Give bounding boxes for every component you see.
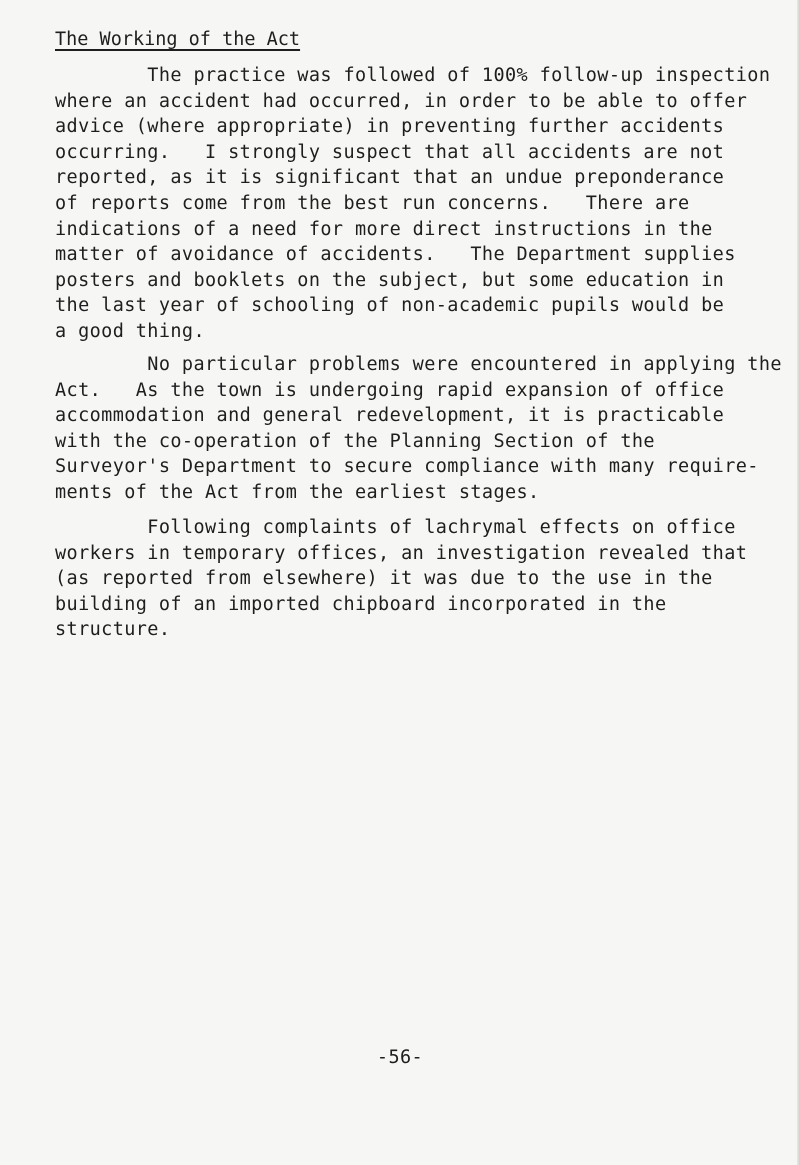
paragraph-applying-the-act: [55, 352, 800, 506]
text-line: Act. As the town is undergoing rapid expansion of office: [55, 379, 725, 401]
text-line: building of an imported chipboard incorporated in the: [55, 593, 667, 615]
section-heading: The Working of the Act: [55, 29, 301, 50]
text-line: (as reported from elsewhere) it was due to the use in the: [55, 568, 713, 590]
text-line: matter of avoidance of accidents. The Department supplies: [55, 244, 736, 266]
text-line: the last year of schooling of non-academic pupils would be: [55, 295, 725, 317]
text-line: reported, as it is significant that an undue preponderance: [55, 167, 725, 189]
text-line: indications of a need for more direct instructions in the: [55, 218, 713, 240]
text-line: posters and booklets on the subject, but some education in: [55, 269, 725, 291]
text-line: accommodation and general redevelopment, it is practicable: [55, 405, 725, 427]
text-line: The practice was followed of 100% follow-up inspection: [55, 65, 771, 86]
text-line: occurring. I strongly suspect that all accidents are not: [55, 141, 725, 163]
text-line: with the co-operation of the Planning Section of the: [55, 430, 655, 452]
text-line: of reports come from the best run concerns. There are: [55, 192, 690, 214]
text-line: where an accident had occurred, in order to be able to offer: [55, 90, 748, 112]
paragraph-accident-inspection: [55, 63, 800, 345]
text-line: workers in temporary offices, an investigation revealed that: [55, 542, 748, 564]
text-line: No particular problems were encountered in applying the: [55, 354, 782, 375]
text-line: a good thing.: [55, 320, 205, 342]
text-line: ments of the Act from the earliest stages.: [55, 481, 540, 503]
text-line: structure.: [55, 619, 171, 641]
text-line: Surveyor's Department to secure compliance with many require-: [55, 456, 759, 478]
page-number: -56-: [376, 1047, 424, 1068]
paragraph-lachrymal-effects: [55, 515, 800, 643]
text-line: Following complaints of lachrymal effects on office: [55, 517, 736, 538]
text-line: advice (where appropriate) in preventing further accidents: [55, 116, 725, 138]
